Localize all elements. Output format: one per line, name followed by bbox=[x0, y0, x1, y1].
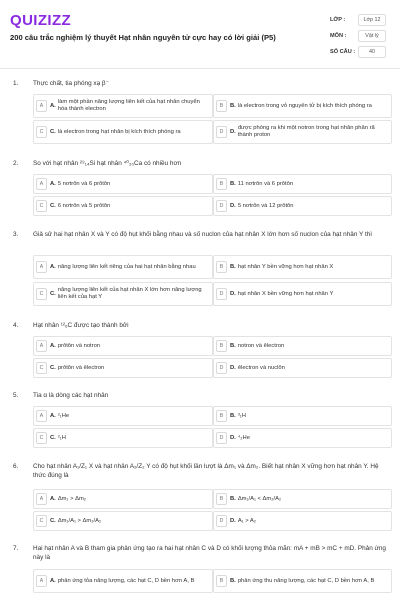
option-a[interactable] bbox=[33, 336, 213, 356]
meta-count-label: SỐ CÂU : bbox=[330, 49, 356, 55]
option-letter: B bbox=[216, 493, 227, 505]
option-text: 5 nơtrôn và 12 prôtôn bbox=[237, 202, 294, 209]
option-label: A. bbox=[50, 495, 56, 502]
option-c[interactable] bbox=[33, 511, 213, 531]
question-number: 2. bbox=[13, 160, 19, 167]
option-label: C. bbox=[50, 202, 56, 209]
option-text: hạt nhân Y bền vững hơn hạt nhân X bbox=[237, 263, 334, 270]
option-a[interactable] bbox=[33, 255, 213, 279]
option-text: là electron trong vỏ nguyên tử bị kích thích phóng ra bbox=[237, 102, 372, 109]
option-label: C. bbox=[50, 364, 56, 371]
option-a[interactable] bbox=[33, 406, 213, 426]
option-b[interactable] bbox=[213, 174, 392, 194]
meta-class bbox=[330, 12, 390, 28]
option-text: prôtôn và êlectron bbox=[57, 364, 105, 371]
worksheet-title: 200 câu trắc nghiệm lý thuyết Hạt nhân nguyên tử cực hay có lời giải (P5) bbox=[10, 33, 276, 42]
option-text: phản ứng tỏa năng lượng, các hạt C, D bền hơn A, B bbox=[57, 577, 195, 584]
option-text: êlectron và nuclôn bbox=[237, 364, 285, 371]
option-text: năng lượng liên kết của hạt nhân X lớn hơn năng lượng liên kết của hạt Y bbox=[57, 287, 202, 300]
option-label: B. bbox=[230, 102, 236, 109]
option-b[interactable] bbox=[213, 489, 392, 509]
option-label: C. bbox=[50, 434, 56, 441]
option-letter: C bbox=[36, 362, 47, 374]
option-text: Δm₁ > Δm₂ bbox=[57, 495, 87, 502]
meta-subject-value: Vật lý bbox=[358, 30, 386, 42]
question-text: So với hạt nhân ²⁹₁₄Si hạt nhân ⁴⁰₂₀Ca có nhiều hơn bbox=[33, 160, 182, 167]
option-label: A. bbox=[50, 102, 56, 109]
option-text: phản ứng thu năng lượng, các hạt C, D bền hơn A, B bbox=[237, 577, 375, 584]
option-c[interactable] bbox=[33, 428, 213, 448]
option-text: hạt nhân X bền vững hơn hạt nhân Y bbox=[237, 290, 334, 297]
option-text: 5 nơtrôn và 6 prôtôn bbox=[57, 180, 111, 187]
option-text: là electron trong hạt nhân bị kích thích phóng ra bbox=[57, 128, 181, 135]
option-letter: A bbox=[36, 178, 47, 190]
option-letter: B bbox=[216, 575, 227, 587]
option-label: D. bbox=[230, 128, 236, 135]
option-label: C. bbox=[50, 290, 56, 297]
option-letter: A bbox=[36, 575, 47, 587]
option-letter: A bbox=[36, 493, 47, 505]
option-letter: A bbox=[36, 410, 47, 422]
option-b[interactable] bbox=[213, 336, 392, 356]
quizizz-logo: QUIZIZZ bbox=[10, 12, 72, 29]
option-letter: B bbox=[216, 261, 227, 273]
option-c[interactable] bbox=[33, 282, 213, 306]
option-letter: C bbox=[36, 200, 47, 212]
question-number: 4. bbox=[13, 322, 19, 329]
option-letter: B bbox=[216, 178, 227, 190]
option-label: C. bbox=[50, 128, 56, 135]
option-a[interactable] bbox=[33, 94, 213, 118]
option-text: Δm₁/A₁ < Δm₂/A₂ bbox=[237, 495, 282, 502]
question-number: 7. bbox=[13, 545, 19, 552]
option-label: B. bbox=[230, 342, 236, 349]
option-label: D. bbox=[230, 434, 236, 441]
option-label: B. bbox=[230, 495, 236, 502]
meta-count-value: 40 bbox=[358, 46, 386, 58]
option-letter: D bbox=[216, 288, 227, 300]
option-d[interactable] bbox=[213, 511, 392, 531]
worksheet-header bbox=[0, 0, 400, 69]
option-label: A. bbox=[50, 412, 56, 419]
option-label: B. bbox=[230, 577, 236, 584]
option-label: B. bbox=[230, 180, 236, 187]
option-letter: B bbox=[216, 410, 227, 422]
question-number: 6. bbox=[13, 463, 19, 470]
option-letter: A bbox=[36, 261, 47, 273]
question-text: Cho hạt nhân A₁/Z₁ X và hạt nhân A₂/Z₂ Y có độ hụt khối lần lượt là Δm₁ và Δm₂. Biết hạt nhân X vững hơn hạt nhân Y. Hệ thức đúng là bbox=[33, 463, 379, 479]
option-text: ³₁H bbox=[237, 412, 246, 419]
option-text: Δm₁/A₁ > Δm₂/A₂ bbox=[57, 517, 102, 524]
option-text: năng lượng liên kết riêng của hai hạt nhân bằng nhau bbox=[57, 263, 196, 270]
option-letter: A bbox=[36, 340, 47, 352]
question-number: 3. bbox=[13, 231, 19, 238]
option-text: prôtôn và notron bbox=[57, 342, 101, 349]
meta-subject-label: MÔN : bbox=[330, 33, 347, 39]
option-text: ²₁He bbox=[57, 412, 70, 419]
option-a[interactable] bbox=[33, 489, 213, 509]
meta-class-value: Lớp 12 bbox=[358, 14, 386, 26]
option-c[interactable] bbox=[33, 120, 213, 144]
option-text: 6 nơtrôn và 5 prôtôn bbox=[57, 202, 111, 209]
option-label: A. bbox=[50, 577, 56, 584]
option-letter: C bbox=[36, 515, 47, 527]
option-d[interactable] bbox=[213, 428, 392, 448]
option-d[interactable] bbox=[213, 196, 392, 216]
question-text: Hai hạt nhân A và B tham gia phản ứng tạo ra hai hạt nhân C và D có khối lượng thỏa mãn: mA + mB > mC + mD. Phản ứng này là bbox=[33, 545, 386, 561]
option-letter: A bbox=[36, 100, 47, 112]
option-c[interactable] bbox=[33, 358, 213, 378]
worksheet-meta bbox=[330, 12, 390, 60]
question-text: Thực chất, tia phóng xạ β⁻ bbox=[33, 80, 109, 87]
question-text: Giả sử hai hạt nhân X và Y có độ hụt khối bằng nhau và số nuclon của hạt nhân X lớn hơn số nuclon của hạt nhân Y thì bbox=[33, 231, 373, 238]
option-letter: C bbox=[36, 126, 47, 138]
question-number: 5. bbox=[13, 392, 19, 399]
option-b[interactable] bbox=[213, 94, 392, 118]
option-label: D. bbox=[230, 517, 236, 524]
option-a[interactable] bbox=[33, 569, 213, 593]
option-letter: B bbox=[216, 100, 227, 112]
option-label: D. bbox=[230, 364, 236, 371]
option-text: ²₁H bbox=[57, 434, 66, 441]
option-d[interactable] bbox=[213, 358, 392, 378]
option-text: làm một phần năng lượng liên kết của hạt nhân chuyển hóa thành electron bbox=[57, 99, 200, 112]
option-c[interactable] bbox=[33, 196, 213, 216]
option-letter: B bbox=[216, 340, 227, 352]
option-label: C. bbox=[50, 517, 56, 524]
meta-count bbox=[330, 44, 390, 60]
option-text: A₁ > A₂ bbox=[237, 517, 257, 524]
meta-class-label: LỚP : bbox=[330, 17, 346, 23]
option-label: A. bbox=[50, 180, 56, 187]
question-number: 1. bbox=[13, 80, 19, 87]
option-d[interactable] bbox=[213, 120, 392, 144]
option-label: B. bbox=[230, 263, 236, 270]
option-text: 11 nơtrôn và 6 prôtôn bbox=[237, 180, 294, 187]
option-label: A. bbox=[50, 342, 56, 349]
option-text: ⁴₂He bbox=[237, 434, 250, 441]
option-b[interactable] bbox=[213, 406, 392, 426]
option-d[interactable] bbox=[213, 282, 392, 306]
option-b[interactable] bbox=[213, 569, 392, 593]
question-text: Tia α là dòng các hạt nhân bbox=[33, 392, 109, 399]
option-label: B. bbox=[230, 412, 236, 419]
option-letter: D bbox=[216, 515, 227, 527]
option-letter: D bbox=[216, 432, 227, 444]
option-letter: D bbox=[216, 126, 227, 138]
question-text: Hạt nhân ¹²₆C được tạo thành bởi bbox=[33, 322, 129, 329]
option-text: notron và êlectron bbox=[237, 342, 285, 349]
option-letter: D bbox=[216, 362, 227, 374]
option-label: A. bbox=[50, 263, 56, 270]
option-b[interactable] bbox=[213, 255, 392, 279]
meta-subject bbox=[330, 28, 390, 44]
option-letter: C bbox=[36, 432, 47, 444]
option-label: D. bbox=[230, 290, 236, 297]
option-a[interactable] bbox=[33, 174, 213, 194]
option-label: D. bbox=[230, 202, 236, 209]
option-letter: C bbox=[36, 288, 47, 300]
option-letter: D bbox=[216, 200, 227, 212]
option-text: được phóng ra khi một notron trong hạt nhân phân rã thành proton bbox=[237, 125, 375, 138]
